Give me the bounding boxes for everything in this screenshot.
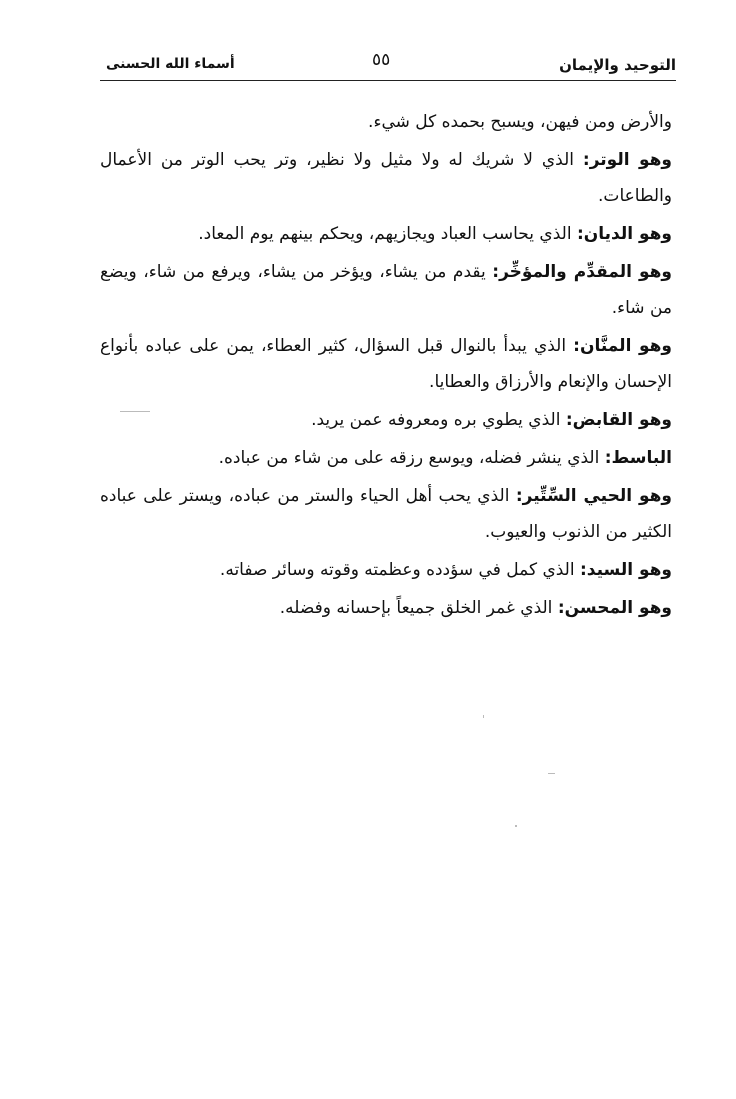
paragraph-text: يقدم من يشاء، ويؤخر من يشاء، ويرفع من شاء، ويضع من شاء. xyxy=(100,262,672,318)
paragraph-term: وهو المنَّان: xyxy=(573,336,672,356)
paragraph-text: والأرض ومن فيهن، ويسبح بحمده كل شيء. xyxy=(368,112,672,132)
paragraph-term: وهو الوتر: xyxy=(582,150,672,170)
book-title: التوحيد والإيمان xyxy=(559,56,676,74)
paragraph-term: وهو القابض: xyxy=(565,410,672,430)
scan-speck xyxy=(483,715,484,718)
chapter-title: أسماء الله الحسنى xyxy=(106,56,235,72)
header-divider xyxy=(100,80,676,81)
page-number: ٥٥ xyxy=(372,50,391,70)
paragraph-text: الذي ينشر فضله، ويوسع رزقه على من شاء من عباده. xyxy=(218,448,605,468)
paragraph-text: الذي يطوي بره ومعروفه عمن يريد. xyxy=(311,410,566,430)
paragraph xyxy=(100,402,672,438)
paragraph-text: الذي يبدأ بالنوال قبل السؤال، كثير العطاء، يمن على عباده بأنواع الإحسان والإنعام والأرزاق والعطايا. xyxy=(100,336,672,392)
paragraph xyxy=(100,552,672,588)
paragraph-term: وهو المقدِّم والمؤخِّر: xyxy=(492,262,672,282)
paragraph-text: الذي يحاسب العباد ويجازيهم، ويحكم بينهم يوم المعاد. xyxy=(198,224,577,244)
page-header xyxy=(100,50,676,80)
paragraph-term: وهو الحيي السِّتِّير: xyxy=(515,486,672,506)
paragraph-term: وهو المحسن: xyxy=(557,598,672,618)
paragraph-term: وهو الديان: xyxy=(576,224,672,244)
paragraph xyxy=(100,478,672,550)
scan-speck xyxy=(515,825,517,827)
page-body xyxy=(100,104,672,628)
paragraph xyxy=(100,142,672,214)
paragraph-text: الذي كمل في سؤدده وعظمته وقوته وسائر صفاته. xyxy=(219,560,580,580)
paragraph xyxy=(100,328,672,400)
scan-speck xyxy=(548,773,555,774)
paragraph xyxy=(100,216,672,252)
scan-speck xyxy=(120,411,150,412)
paragraph xyxy=(100,590,672,626)
paragraph xyxy=(100,254,672,326)
paragraph-text: الذي يحب أهل الحياء والستر من عباده، ويستر على عباده الكثير من الذنوب والعيوب. xyxy=(100,486,672,542)
paragraph-term: وهو السيد: xyxy=(580,560,672,580)
paragraph-text: الذي لا شريك له ولا مثيل ولا نظير، وتر يحب الوتر من الأعمال والطاعات. xyxy=(100,150,672,206)
paragraph xyxy=(100,104,672,140)
paragraph-text: الذي غمر الخلق جميعاً بإحسانه وفضله. xyxy=(279,598,558,618)
paragraph-term: الباسط: xyxy=(604,448,672,468)
paragraph xyxy=(100,440,672,476)
